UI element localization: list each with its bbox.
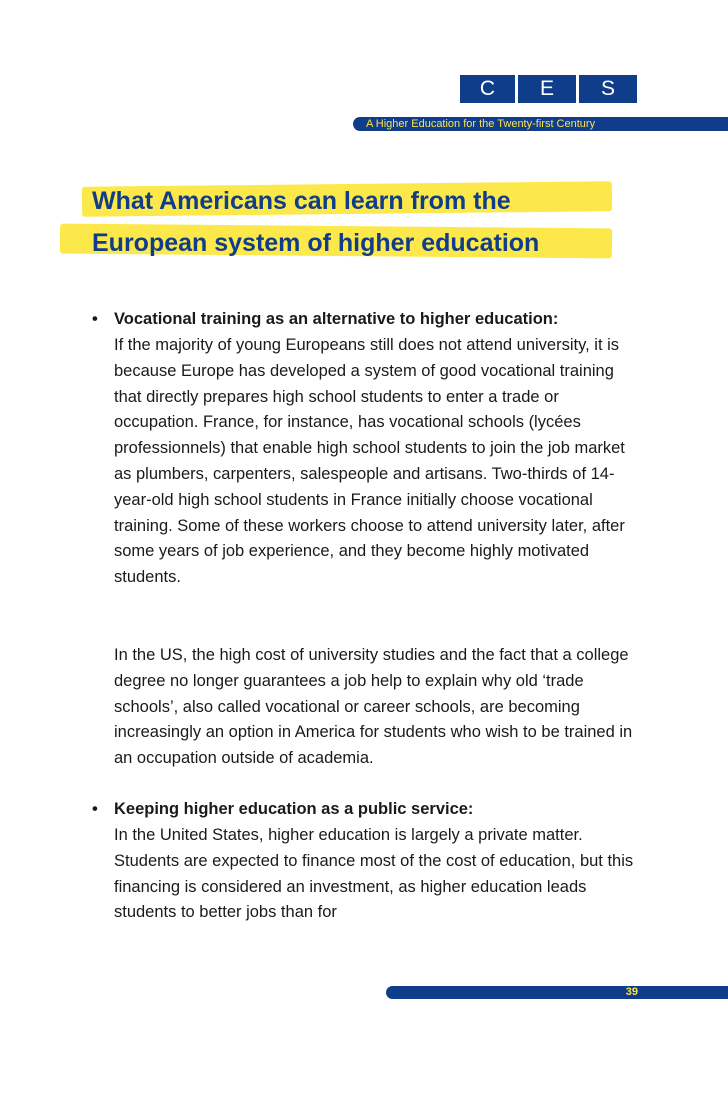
page-title-line-2: European system of higher education bbox=[92, 229, 540, 257]
footer-band bbox=[386, 986, 728, 999]
section-heading: Keeping higher education as a public service: bbox=[114, 800, 474, 818]
section-paragraph: In the US, the high cost of university studies and the fact that a college degree no longer guarantees a job help to explain why old ‘trade schools’, also called vocational or career schools, are becoming increasingly an option in America for students who wish to be trained in an occupation outside of academia. bbox=[114, 646, 633, 768]
page-title-line-1: What Americans can learn from the bbox=[92, 187, 511, 215]
section-heading: Vocational training as an alternative to higher education: bbox=[114, 310, 559, 328]
page-number: 39 bbox=[625, 986, 638, 998]
header-tagline: A Higher Education for the Twenty-first Century bbox=[366, 118, 596, 130]
section-paragraph: In the United States, higher education is largely a private matter. Students are expected to finance most of the cost of education, but this financing is considered an investment, as higher education leads students to better jobs than for bbox=[114, 826, 634, 922]
section-paragraph: If the majority of young Europeans still does not attend university, it is because Europe has developed a system of good vocational training that directly prepares high school students to enter a trade or occupation. France, for instance, has vocational schools (lycées professionnels) that enable high school students to join the job market as plumbers, carpenters, salespeople and artisans. Two-thirds of 14-year-old high school students in France initially choose vocational training. Some of these workers choose to attend university later, after some years of job experience, and they become highly motivated students. bbox=[114, 336, 625, 587]
bullet-icon: • bbox=[92, 800, 98, 818]
logo-letter-s: S bbox=[579, 75, 637, 103]
logo-letter-c: C bbox=[460, 75, 515, 103]
bullet-icon: • bbox=[92, 310, 98, 328]
logo-letter-e: E bbox=[518, 75, 576, 103]
